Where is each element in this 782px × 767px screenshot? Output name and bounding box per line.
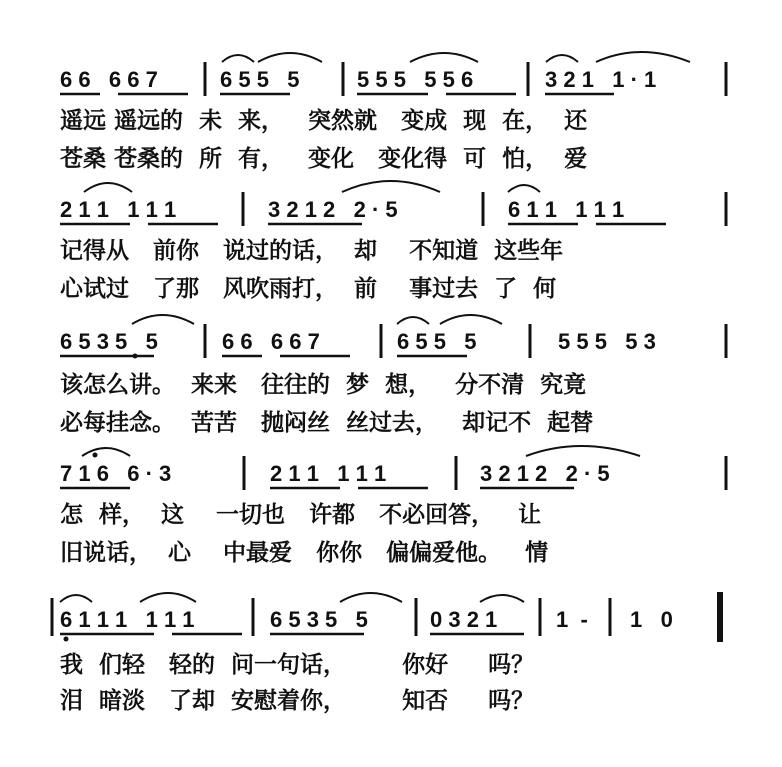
bar-lines bbox=[52, 62, 726, 642]
slur bbox=[546, 55, 578, 62]
slur bbox=[82, 448, 130, 456]
measure-note-text: 1 - bbox=[556, 607, 588, 632]
slur bbox=[222, 55, 254, 62]
rhythm-underlines bbox=[60, 94, 666, 634]
measure-note-text: 3 2 1 2 2 · 5 bbox=[480, 461, 610, 486]
measure-note-text: 6 5 3 5 5 bbox=[60, 329, 158, 354]
measure-note-text: 2 1 1 1 1 1 bbox=[60, 197, 177, 222]
lyric-line-verse-1: 该怎么讲。 来来 往往的 梦 想， 分不清 究竟 bbox=[60, 372, 587, 398]
slur bbox=[340, 593, 402, 602]
lyric-line-verse-2: 心试过 了那 风吹雨打， 前 事过去 了 何 bbox=[60, 276, 557, 302]
slur bbox=[84, 183, 132, 192]
lyric-line-verse-1: 遥远 遥远的 未 来， 突然就 变成 现 在， 还 bbox=[60, 108, 588, 134]
slur bbox=[410, 53, 478, 62]
measure-note-text: 6 6 6 6 7 bbox=[222, 329, 320, 354]
lyric-line-verse-1: 怎 样， 这 一切也 许都 不必回答， 让 bbox=[60, 502, 542, 528]
low-octave-dot bbox=[64, 637, 69, 642]
slur bbox=[480, 595, 524, 602]
measure-note-text: 6 5 5 5 bbox=[397, 329, 477, 354]
measure-note-text: 5 5 5 5 5 6 bbox=[357, 67, 474, 92]
slur bbox=[526, 446, 640, 456]
lyric-line-verse-2: 泪 暗淡 了却 安慰着你， 知否 吗？ bbox=[60, 688, 535, 714]
lyric-line-verse-2: 必每挂念。 苦苦 抛闷丝 丝过去， 却记不 起替 bbox=[60, 410, 594, 436]
measure-note-text: 6 1 1 1 1 1 bbox=[508, 197, 625, 222]
lyric-line-verse-2: 旧说话， 心 中最爱 你你 偏偏爱他。 情 bbox=[60, 540, 549, 566]
measure-note-text: 6 5 5 5 bbox=[220, 67, 300, 92]
measure-note-text: 1 0 bbox=[630, 607, 673, 632]
measure-note-text: 6 6 6 6 7 bbox=[60, 67, 158, 92]
measure-note-text: 3 2 1 1 · 1 bbox=[545, 67, 657, 92]
measure-note-text: 6 5 3 5 5 bbox=[270, 607, 368, 632]
lyric-line-verse-2: 苍桑 苍桑的 所 有， 变化 变化得 可 怕， 爱 bbox=[60, 146, 588, 172]
low-octave-dot bbox=[133, 354, 138, 359]
slurs bbox=[60, 52, 690, 602]
lyric-line-verse-1: 我 们轻 轻的 问一句话， 你好 吗？ bbox=[60, 652, 535, 678]
slur bbox=[132, 315, 194, 324]
measure-note-text: 0 3 2 1 bbox=[430, 607, 498, 632]
slur bbox=[258, 53, 322, 62]
measure-note-text: 6 1 1 1 1 1 1 bbox=[60, 607, 195, 632]
measure-note-text: 3 2 1 2 2 · 5 bbox=[268, 197, 398, 222]
measure-note-text: 2 1 1 1 1 1 bbox=[270, 461, 387, 486]
slur bbox=[342, 181, 440, 192]
octave-dots bbox=[64, 354, 138, 642]
slur bbox=[440, 315, 502, 324]
slur bbox=[397, 317, 429, 324]
high-octave-dot bbox=[93, 453, 98, 458]
lyric-line-verse-1: 记得从 前你 说过的话， 却 不知道 这些年 bbox=[60, 238, 564, 264]
measure-note-text: 5 5 5 5 3 bbox=[558, 329, 656, 354]
slur bbox=[508, 185, 540, 192]
slur bbox=[60, 595, 92, 602]
measure-note-text: 7 1 6 6 · 3 bbox=[60, 461, 172, 486]
slur bbox=[596, 52, 690, 62]
slur bbox=[140, 593, 196, 602]
